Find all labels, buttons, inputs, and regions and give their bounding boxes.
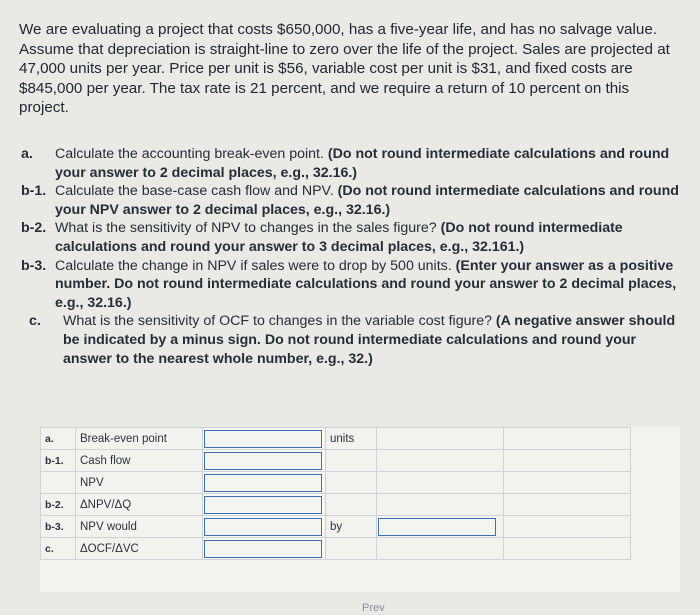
part-text: What is the sensitivity of OCF to changes in the variable cost figure? [63, 313, 496, 330]
part-b2 [19, 219, 684, 256]
part-instructions: (Do not round intermediate calculations and round your answer to 3 decimal places, e.g., 32.161.) [55, 220, 623, 255]
part-text: What is the sensitivity of NPV to changes in the sales figure? [55, 220, 441, 237]
part-instructions: (Enter your answer as a positive number. Do not round intermediate calculations and round your answer to 2 decimal places, e.g., 32.16.) [55, 257, 677, 311]
row-label: NPV would [76, 516, 203, 538]
part-text: Calculate the base-case cash flow and NPV. [55, 183, 338, 200]
part-label: a. [21, 146, 33, 162]
table-row [41, 428, 631, 450]
part-label: c. [29, 313, 41, 330]
table-row [41, 538, 631, 560]
part-a [19, 145, 684, 182]
answer-grid [40, 427, 631, 560]
row-code: a. [41, 428, 76, 450]
answer-table [40, 427, 680, 592]
problem-statement: We are evaluating a project that costs $650,000, has a five-year life, and has no salvage value. Assume that depreciation is straight-line to zero over the life of the project. Sales are projected at 47,000 units per year. Price per unit is $56, variable cost per unit is $31, and fixed costs are $845,000 per year. The tax rate is 21 percent, and we require a return of 10 percent on this project. [19, 21, 670, 116]
part-instructions: (Do not round intermediate calculations and round your NPV answer to 2 decimal places, e.g., 32.16.) [55, 183, 679, 218]
row-label: ΔOCF/ΔVC [76, 538, 203, 560]
npv-direction-select[interactable] [204, 518, 322, 536]
table-row [41, 472, 631, 494]
delta-npv-input[interactable] [204, 496, 322, 514]
row-code [41, 472, 76, 494]
row-label: Break-even point [76, 428, 203, 450]
row-unit [326, 472, 377, 494]
row-unit: units [326, 428, 377, 450]
row-label: ΔNPV/ΔQ [76, 494, 203, 516]
row-code: b-3. [41, 516, 76, 538]
table-row [41, 516, 631, 538]
row-label: NPV [76, 472, 203, 494]
table-row [41, 494, 631, 516]
npv-input[interactable] [204, 474, 322, 492]
row-unit [326, 538, 377, 560]
part-text: Calculate the accounting break-even point. [55, 146, 328, 162]
part-label: b-1. [21, 183, 47, 200]
part-instructions: (Do not round intermediate calculations and round your answer to 2 decimal places, e.g., 32.16.) [55, 146, 670, 181]
table-row [41, 450, 631, 472]
part-b3 [19, 257, 684, 313]
row-unit [326, 450, 377, 472]
delta-ocf-input[interactable] [204, 540, 322, 558]
question-parts [19, 145, 684, 368]
break-even-input[interactable] [204, 430, 322, 448]
row-unit: by [326, 516, 377, 538]
row-code: b-2. [41, 494, 76, 516]
cash-flow-input[interactable] [204, 452, 322, 470]
part-instructions: (A negative answer should be indicated by a minus sign. Do not round intermediate calculations and round your answer to the nearest whole number, e.g., 32.) [63, 313, 676, 367]
part-c [19, 312, 684, 368]
part-b1 [19, 182, 684, 219]
row-unit [326, 494, 377, 516]
prev-button[interactable]: Prev [362, 602, 385, 614]
row-label: Cash flow [76, 450, 203, 472]
row-code: c. [41, 538, 76, 560]
part-label: b-3. [21, 257, 47, 274]
row-code: b-1. [41, 450, 76, 472]
part-label: b-2. [21, 220, 47, 237]
part-text: Calculate the change in NPV if sales were to drop by 500 units. [55, 257, 456, 274]
npv-change-input[interactable] [378, 518, 496, 536]
